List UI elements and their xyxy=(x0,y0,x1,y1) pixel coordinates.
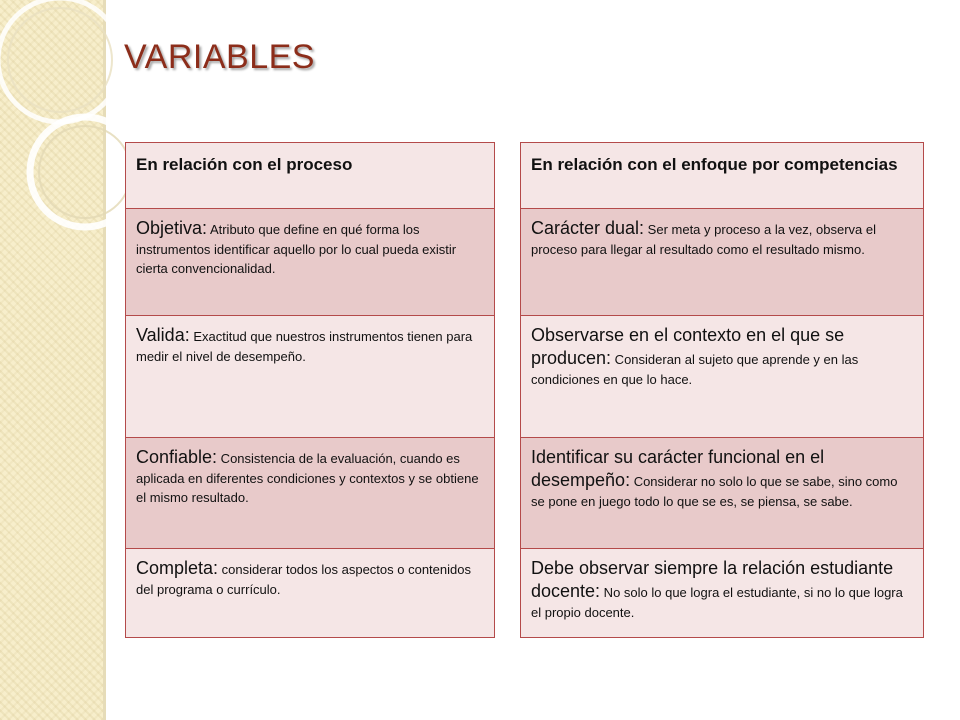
process-row-valida xyxy=(126,316,495,438)
term-description: considerar todos los aspectos o contenidos del programa o currículo. xyxy=(136,562,471,597)
competency-variables-table xyxy=(520,142,924,638)
competency-row-contexto xyxy=(521,316,924,438)
term-label: Completa: xyxy=(136,558,219,578)
term-label: Objetiva: xyxy=(136,218,208,238)
competency-row-funcional xyxy=(521,438,924,549)
term-description: No solo lo que logra el estudiante, si no lo que logra el propio docente. xyxy=(531,585,903,620)
competency-table-header: En relación con el enfoque por competencias xyxy=(521,143,924,209)
process-table-header: En relación con el proceso xyxy=(126,143,495,209)
term-label: Carácter dual: xyxy=(531,218,645,238)
term-description: Consistencia de la evaluación, cuando es aplicada en diferentes condiciones y contextos y se obtiene el mismo resultado. xyxy=(136,451,479,505)
process-row-objetiva xyxy=(126,209,495,316)
process-row-completa xyxy=(126,549,495,638)
competency-row-caracter-dual xyxy=(521,209,924,316)
term-description: Exactitud que nuestros instrumentos tienen para medir el nivel de desempeño. xyxy=(136,329,473,364)
decorative-rings xyxy=(0,0,140,260)
competency-row-relacion xyxy=(521,549,924,638)
term-description: Considerar no solo lo que se sabe, sino como se pone en juego todo lo que se es, se piensa, se sabe. xyxy=(531,474,898,509)
process-variables-table xyxy=(125,142,495,638)
term-description: Atributo que define en qué forma los instrumentos identificar aquello por lo cual pueda existir cierta convencionalidad. xyxy=(136,222,457,276)
term-label: Observarse en el contexto en el que se producen: xyxy=(531,325,845,368)
process-row-confiable xyxy=(126,438,495,549)
term-label: Confiable: xyxy=(136,447,218,467)
term-description: Consideran al sujeto que aprende y en las condiciones en que lo hace. xyxy=(531,352,859,387)
term-label: Identificar su carácter funcional en el desempeño: xyxy=(531,447,825,490)
term-label: Debe observar siempre la relación estudiante docente: xyxy=(531,558,894,601)
term-description: Ser meta y proceso a la vez, observa el proceso para llegar al resultado como el resultado mismo. xyxy=(531,222,877,257)
slide-title: VARIABLES xyxy=(124,38,315,76)
term-label: Valida: xyxy=(136,325,190,345)
